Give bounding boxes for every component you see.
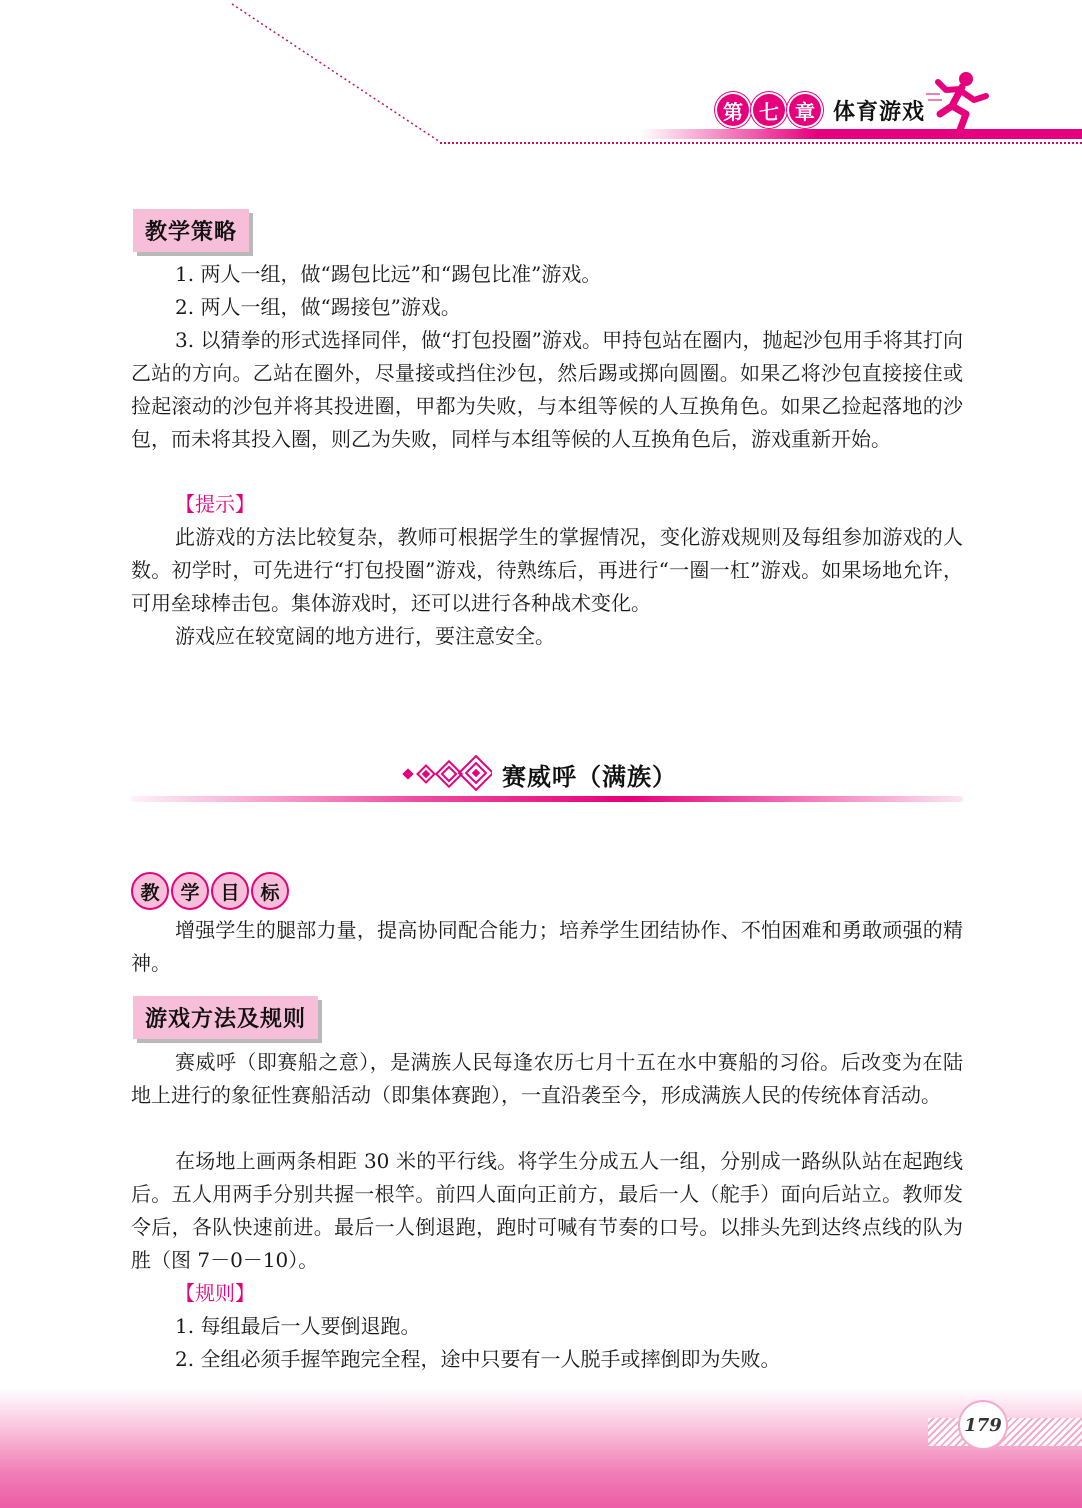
chapter-char: 章 — [789, 94, 821, 126]
objective-char: 教 — [131, 872, 169, 910]
objective-text: 增强学生的腿部力量，提高协同配合能力；培养学生团结协作、不怕困难和勇敢顽强的精神。 — [131, 918, 963, 975]
objective-char: 目 — [211, 872, 249, 910]
chapter-title: 体育游戏 — [833, 99, 926, 125]
rules-label: 【规则】 — [175, 1281, 255, 1305]
game-title-row — [400, 755, 677, 793]
running-person-icon — [926, 70, 990, 132]
header-diagonal-dots — [230, 0, 445, 145]
header-pink-bar — [640, 129, 1082, 139]
chapter-char: 第 — [717, 94, 749, 126]
objective-heading — [131, 872, 289, 910]
game-title-underline — [131, 796, 963, 802]
header-dotted-line — [440, 142, 1082, 144]
method-paragraph-2: 在场地上画两条相距 30 米的平行线。将学生分成五人一组，分别成一路纵队站在起跑线后。五人用两手分别共握一根竿。前四人面向正前方，最后一人（舵手）面向后站立。教师发令后，各队快速前进。最后一人倒退跑，跑时可喊有节奏的口号。以排头先到达终点线的队为胜（图 7－0－10）。 — [131, 1149, 963, 1272]
page-number: 179 — [960, 1402, 1006, 1448]
rule-item-1: 1. 每组最后一人要倒退跑。 — [175, 1314, 421, 1338]
strategy-item-2: 2. 两人一组，做“踢接包”游戏。 — [175, 295, 461, 319]
tip-paragraph-1: 此游戏的方法比较复杂，教师可根据学生的掌握情况，变化游戏规则及每组参加游戏的人数。初学时，可先进行“打包投圈”游戏，待熟练后，再进行“一圈一杠”游戏。如果场地允许，可用垒球棒击包。集体游戏时，还可以进行各种战术变化。 — [131, 525, 963, 615]
strategy-item-3: 3. 以猜拳的形式选择同伴，做“打包投圈”游戏。甲持包站在圈内，抛起沙包用手将其打向乙站的方向。乙站在圈外，尽量接或挡住沙包，然后踢或掷向圆圈。如果乙将沙包直接接住或捡起滚动的沙包并将其投进圈，甲都为失败，与本组等候的人互换角色。如果乙捡起落地的沙包，而未将其投入圈，则乙为失败，同样与本组等候的人互换角色后，游戏重新开始。 — [131, 328, 963, 451]
tip-label: 【提示】 — [175, 492, 255, 516]
strategy-item-1: 1. 两人一组，做“踢包比远”和“踢包比准”游戏。 — [175, 262, 602, 286]
diamond-ornament-icon — [400, 755, 492, 793]
method-paragraph-1: 赛威呼（即赛船之意），是满族人民每逢农历七月十五在水中赛船的习俗。后改变为在陆地上进行的象征性赛船活动（即集体赛跑），一直沿袭至今，形成满族人民的传统体育活动。 — [131, 1050, 963, 1107]
game-title: 赛威呼（满族） — [502, 762, 677, 791]
chapter-char: 七 — [753, 94, 785, 126]
objective-char: 学 — [171, 872, 209, 910]
section-label-teaching-strategy: 教学策略 — [133, 209, 249, 252]
rule-item-2: 2. 全组必须手握竿跑完全程，途中只要有一人脱手或摔倒即为失败。 — [175, 1347, 781, 1371]
objective-char: 标 — [251, 872, 289, 910]
section-label-game-method: 游戏方法及规则 — [133, 996, 318, 1039]
chapter-heading — [717, 90, 925, 130]
tip-paragraph-2: 游戏应在较宽阔的地方进行，要注意安全。 — [175, 624, 555, 648]
footer-band — [0, 1388, 1082, 1508]
